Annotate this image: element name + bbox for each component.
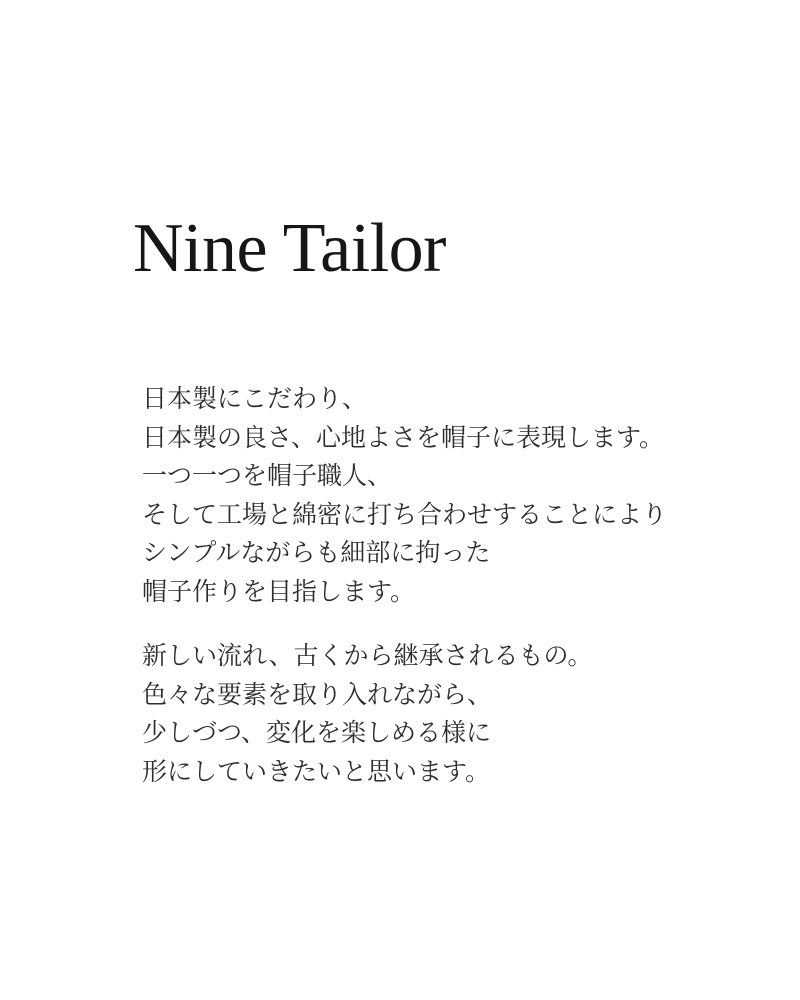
brand-logo: Nine Tailor	[133, 210, 446, 287]
intro-line: 新しい流れ、古くから継承されるもの。	[142, 642, 593, 670]
intro-line: 日本製の良さ、心地よさを帽子に表現します。	[142, 423, 665, 452]
intro-line: 帽子作りを目指します。	[142, 577, 416, 606]
intro-line: シンプルながらも細部に拘った	[142, 539, 491, 567]
intro-paragraph-craftsmanship	[142, 380, 702, 611]
intro-line: そして工場と綿密に打ち合わせすることにより	[142, 500, 668, 529]
intro-line: 色々な要素を取り入れながら、	[142, 680, 493, 709]
intro-line: 形にしていきたいと思います。	[142, 757, 491, 786]
brand-intro-text	[142, 380, 702, 791]
intro-line: 一つ一つを帽子職人、	[142, 462, 393, 490]
intro-line: 日本製にこだわり、	[142, 385, 368, 413]
intro-paragraph-philosophy	[142, 637, 702, 791]
intro-line: 少しづつ、変化を楽しめる様に	[142, 719, 492, 747]
